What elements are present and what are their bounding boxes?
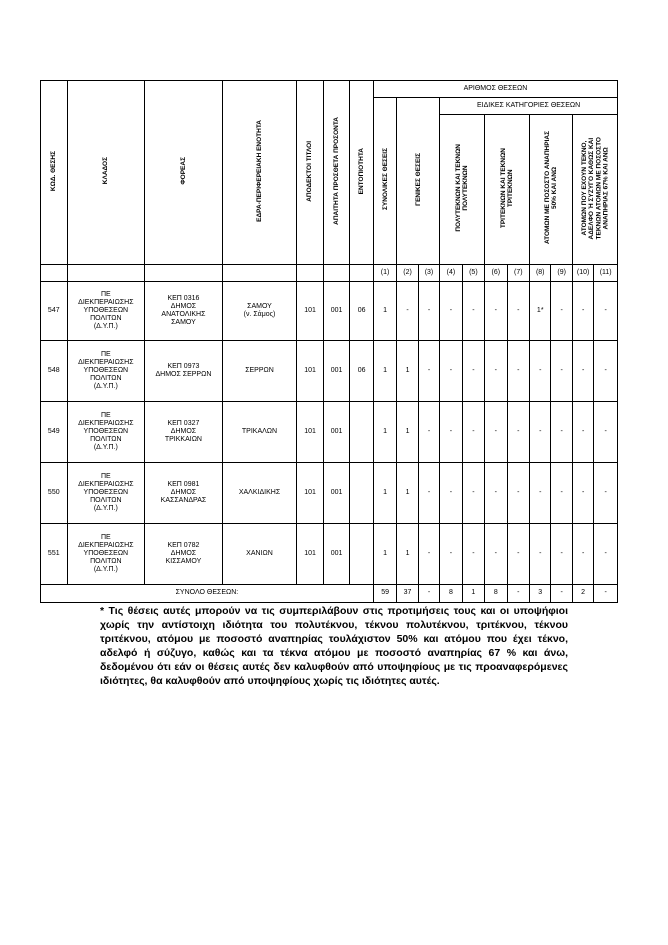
cell-value: - <box>418 524 439 585</box>
header-entopiotita: ΕΝΤΟΠΙΟΤΗΤΑ <box>350 81 373 265</box>
cell-value: - <box>440 463 462 524</box>
cell-edra: ΧΑΝΙΩΝ <box>222 524 297 585</box>
table-row <box>41 282 618 341</box>
col-number: (3) <box>418 265 439 282</box>
positions-table <box>40 80 618 603</box>
header-anapiria: ΑΤΟΜΩΝ ΜΕ ΠΟΣΟΣΤΟ ΑΝΑΠΗΡΙΑΣ 50% ΚΑΙ ΑΝΩ <box>530 115 573 265</box>
cell-value: - <box>507 402 529 463</box>
cell-edra: ΤΡΙΚΑΛΩΝ <box>222 402 297 463</box>
cell-value: - <box>440 524 462 585</box>
header-foreas: ΦΟΡΕΑΣ <box>145 81 223 265</box>
cell-foreas: ΚΕΠ 0782 ΔΗΜΟΣ ΚΙΣΣΑΜΟΥ <box>145 524 223 585</box>
cell-kod: 550 <box>41 463 68 524</box>
cell-titloi: 101 <box>297 282 324 341</box>
cell-value: 1 <box>373 463 396 524</box>
col-number: (11) <box>594 265 618 282</box>
cell-value: - <box>507 282 529 341</box>
cell-entopiotita <box>350 402 373 463</box>
header-edra: ΕΔΡΑ-ΠΕΡΙΦΕΡΕΙΑΚΗ ΕΝΟΤΗΤΑ <box>222 81 297 265</box>
table-row <box>41 402 618 463</box>
cell-titloi: 101 <box>297 402 324 463</box>
cell-value: - <box>572 341 593 402</box>
cell-value: - <box>485 341 507 402</box>
col-number: (8) <box>530 265 551 282</box>
total-value: 3 <box>530 585 551 603</box>
cell-prosonta: 001 <box>323 402 350 463</box>
header-kladas: ΚΛΑΔΟΣ <box>67 81 145 265</box>
cell-kladas: ΠΕ ΔΙΕΚΠΕΡΑΙΩΣΗΣ ΥΠΟΘΕΣΕΩΝ ΠΟΛΙΤΩΝ (Δ.Υ.Π.) <box>67 402 145 463</box>
total-value: - <box>507 585 529 603</box>
cell-value: - <box>572 463 593 524</box>
col-number: (10) <box>572 265 593 282</box>
total-value: 8 <box>440 585 462 603</box>
cell-value: - <box>572 524 593 585</box>
total-value: 8 <box>485 585 507 603</box>
cell-kod: 547 <box>41 282 68 341</box>
cell-entopiotita: 06 <box>350 341 373 402</box>
cell-value: 1* <box>530 282 551 341</box>
cell-value: 1 <box>373 402 396 463</box>
cell-value: - <box>551 402 572 463</box>
cell-value: 1 <box>397 402 418 463</box>
cell-value: - <box>462 282 484 341</box>
table-row <box>41 463 618 524</box>
cell-value: - <box>594 282 618 341</box>
cell-value: - <box>418 402 439 463</box>
total-value: - <box>418 585 439 603</box>
cell-kod: 549 <box>41 402 68 463</box>
cell-value: - <box>397 282 418 341</box>
header-arithmos: ΑΡΙΘΜΟΣ ΘΕΣΕΩΝ <box>373 81 617 98</box>
cell-value: 1 <box>373 524 396 585</box>
cell-value: 1 <box>373 341 396 402</box>
column-numbers-row <box>41 265 618 282</box>
cell-value: - <box>530 341 551 402</box>
header-kod: ΚΩΔ. ΘΕΣΗΣ <box>41 81 68 265</box>
cell-entopiotita: 06 <box>350 282 373 341</box>
cell-value: - <box>418 282 439 341</box>
cell-foreas: ΚΕΠ 0981 ΔΗΜΟΣ ΚΑΣΣΑΝΔΡΑΣ <box>145 463 223 524</box>
cell-titloi: 101 <box>297 463 324 524</box>
cell-entopiotita <box>350 463 373 524</box>
cell-value: - <box>507 463 529 524</box>
header-titloi: ΑΠΟΔΕΚΤΟΙ ΤΙΤΛΟΙ <box>297 81 324 265</box>
cell-value: 1 <box>373 282 396 341</box>
col-number: (6) <box>485 265 507 282</box>
table-row <box>41 524 618 585</box>
cell-value: - <box>462 463 484 524</box>
cell-value: - <box>530 402 551 463</box>
cell-value: - <box>462 402 484 463</box>
cell-value: - <box>572 402 593 463</box>
cell-value: - <box>530 463 551 524</box>
cell-kladas: ΠΕ ΔΙΕΚΠΕΡΑΙΩΣΗΣ ΥΠΟΘΕΣΕΩΝ ΠΟΛΙΤΩΝ (Δ.Υ.Π.) <box>67 463 145 524</box>
cell-value: - <box>594 524 618 585</box>
total-value: - <box>594 585 618 603</box>
total-label: ΣΥΝΟΛΟ ΘΕΣΕΩΝ: <box>41 585 374 603</box>
total-value: 59 <box>373 585 396 603</box>
total-value: 1 <box>462 585 484 603</box>
total-row <box>41 585 618 603</box>
cell-prosonta: 001 <box>323 341 350 402</box>
col-number: (5) <box>462 265 484 282</box>
header-synolikes: ΣΥΝΟΛΙΚΕΣ ΘΕΣΕΙΣ <box>373 98 396 265</box>
cell-kod: 551 <box>41 524 68 585</box>
cell-foreas: ΚΕΠ 0973 ΔΗΜΟΣ ΣΕΡΡΩΝ <box>145 341 223 402</box>
cell-value: - <box>572 282 593 341</box>
cell-kladas: ΠΕ ΔΙΕΚΠΕΡΑΙΩΣΗΣ ΥΠΟΘΕΣΕΩΝ ΠΟΛΙΤΩΝ (Δ.Υ.Π.) <box>67 341 145 402</box>
cell-edra: ΣΑΜΟΥ (ν. Σάμος) <box>222 282 297 341</box>
cell-kladas: ΠΕ ΔΙΕΚΠΕΡΑΙΩΣΗΣ ΥΠΟΘΕΣΕΩΝ ΠΟΛΙΤΩΝ (Δ.Υ.Π.) <box>67 282 145 341</box>
header-polyteknon: ΠΟΛΥΤΕΚΝΩΝ ΚΑΙ ΤΕΚΝΩΝ ΠΟΛΥΤΕΚΝΩΝ <box>440 115 485 265</box>
cell-value: - <box>594 463 618 524</box>
header-row-1 <box>41 81 618 98</box>
table-row <box>41 341 618 402</box>
cell-foreas: ΚΕΠ 0327 ΔΗΜΟΣ ΤΡΙΚΚΑΙΩΝ <box>145 402 223 463</box>
cell-value: 1 <box>397 463 418 524</box>
cell-value: 1 <box>397 524 418 585</box>
cell-value: - <box>507 341 529 402</box>
col-number: (9) <box>551 265 572 282</box>
cell-value: - <box>462 341 484 402</box>
cell-foreas: ΚΕΠ 0316 ΔΗΜΟΣ ΑΝΑΤΟΛΙΚΗΣ ΣΑΜΟΥ <box>145 282 223 341</box>
cell-value: - <box>440 282 462 341</box>
col-number: (4) <box>440 265 462 282</box>
cell-titloi: 101 <box>297 341 324 402</box>
cell-edra: ΣΕΡΡΩΝ <box>222 341 297 402</box>
cell-value: - <box>507 524 529 585</box>
header-eidikes: ΕΙΔΙΚΕΣ ΚΑΤΗΓΟΡΙΕΣ ΘΕΣΕΩΝ <box>440 98 618 115</box>
header-triteknon: ΤΡΙΤΕΚΝΩΝ ΚΑΙ ΤΕΚΝΩΝ ΤΡΙΤΕΚΝΩΝ <box>485 115 530 265</box>
cell-titloi: 101 <box>297 524 324 585</box>
cell-prosonta: 001 <box>323 463 350 524</box>
cell-value: - <box>551 463 572 524</box>
cell-value: - <box>594 402 618 463</box>
cell-value: - <box>418 341 439 402</box>
header-genikes: ΓΕΝΙΚΕΣ ΘΕΣΕΙΣ <box>397 98 440 265</box>
col-number: (2) <box>397 265 418 282</box>
cell-value: - <box>551 282 572 341</box>
header-prosonta: ΑΠΑΙΤΗΤΑ ΠΡΟΣΘΕΤΑ ΠΡΟΣΟΝΤΑ <box>323 81 350 265</box>
cell-value: - <box>485 402 507 463</box>
cell-prosonta: 001 <box>323 282 350 341</box>
col-number: (1) <box>373 265 396 282</box>
cell-kladas: ΠΕ ΔΙΕΚΠΕΡΑΙΩΣΗΣ ΥΠΟΘΕΣΕΩΝ ΠΟΛΙΤΩΝ (Δ.Υ.Π.) <box>67 524 145 585</box>
cell-value: - <box>462 524 484 585</box>
cell-value: - <box>594 341 618 402</box>
cell-value: - <box>551 341 572 402</box>
cell-edra: ΧΑΛΚΙΔΙΚΗΣ <box>222 463 297 524</box>
total-value: 2 <box>572 585 593 603</box>
cell-value: - <box>530 524 551 585</box>
footnote: * Τις θέσεις αυτές μπορούν να τις συμπεριλάβουν στις προτιμήσεις τους και οι υποψήφιοι χωρίς την αντίστοιχη ιδιότητα του πολυτέκνου, τέκνου πολυτέκνου, τριτέκνου, τέκνου τριτέκνου, ατόμου με ποσοστό αναπηρίας τουλάχιστον 50% και ατόμου που έχει τέκνο, αδελφό ή σύζυγο, καθώς και τα τέκνα ατόμου με ποσοστό αναπηρίας 67 % και άνω, δεδομένου ότι εάν οι θέσεις αυτές δεν καλυφθούν από υποψηφίους με τις προαναφερόμενες ιδιότητες, θα καλυφθούν από υποψηφίους χωρίς τις ιδιότητες αυτές. <box>100 605 568 687</box>
cell-value: - <box>485 524 507 585</box>
header-teknon: ΑΤΟΜΩΝ ΠΟΥ ΕΧΟΥΝ ΤΕΚΝΟ, ΑΔΕΛΦΟ Ή ΣΥΖΥΓΟ ΚΑΘΩΣ ΚΑΙ ΤΕΚΝΩΝ ΑΤΟΜΩΝ ΜΕ ΠΟΣΟΣΤΟ ΑΝΑΠΗΡΙΑΣ 67% ΚΑΙ ΑΝΩ <box>572 115 617 265</box>
cell-value: 1 <box>397 341 418 402</box>
cell-value: - <box>440 402 462 463</box>
total-value: 37 <box>397 585 418 603</box>
cell-value: - <box>440 341 462 402</box>
cell-kod: 548 <box>41 341 68 402</box>
cell-value: - <box>551 524 572 585</box>
cell-entopiotita <box>350 524 373 585</box>
col-number: (7) <box>507 265 529 282</box>
cell-value: - <box>485 463 507 524</box>
cell-value: - <box>418 463 439 524</box>
cell-value: - <box>485 282 507 341</box>
total-value: - <box>551 585 572 603</box>
cell-prosonta: 001 <box>323 524 350 585</box>
